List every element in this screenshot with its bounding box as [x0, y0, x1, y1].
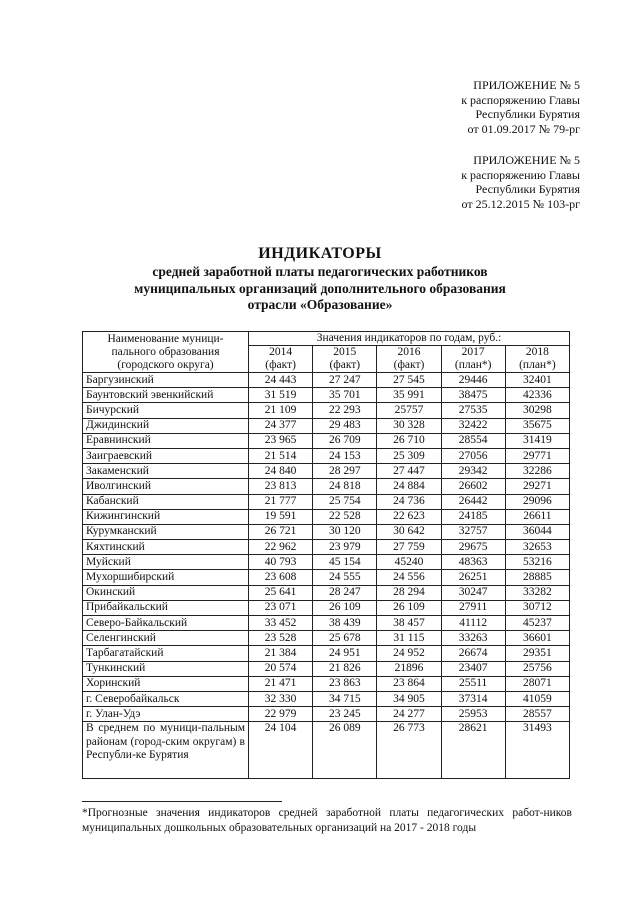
year-kind: (план*) — [519, 359, 556, 371]
table-row — [83, 691, 570, 706]
value-cell: 21 109 — [249, 403, 313, 418]
appendix-issuer: Республики Бурятия — [475, 182, 580, 196]
value-cell: 26 109 — [377, 600, 441, 615]
value-cell: 28 297 — [313, 464, 377, 479]
value-cell: 21 826 — [313, 661, 377, 676]
value-cell: 30247 — [441, 585, 505, 600]
value-cell: 24 153 — [313, 448, 377, 463]
district-name: Селенгинский — [83, 631, 249, 646]
value-cell: 30298 — [505, 403, 569, 418]
value-cell: 27 447 — [377, 464, 441, 479]
value-cell: 32401 — [505, 373, 569, 388]
value-cell: 23 864 — [377, 676, 441, 691]
district-name: Джидинский — [83, 418, 249, 433]
year-label: 2017 — [461, 346, 485, 358]
value-cell: 23 071 — [249, 600, 313, 615]
value-cell: 25 754 — [313, 494, 377, 509]
value-cell: 22 962 — [249, 540, 313, 555]
footnote: *Прогнозные значения индикаторов средней заработной платы педагогических работ-ников муниципальных дошкольных образовательных организаций на 2017 - 2018 годы — [82, 807, 572, 834]
value-cell: 19 591 — [249, 509, 313, 524]
value-cell: 21 471 — [249, 676, 313, 691]
value-cell: 27911 — [441, 600, 505, 615]
value-cell: 24 951 — [313, 646, 377, 661]
value-cell: 37314 — [441, 691, 505, 706]
value-cell: 25757 — [377, 403, 441, 418]
average-row — [83, 722, 570, 779]
document-title — [0, 244, 640, 314]
title-main: ИНДИКАТОРЫ — [258, 245, 382, 262]
value-cell: 28557 — [505, 707, 569, 722]
value-cell: 45240 — [377, 555, 441, 570]
table-row — [83, 616, 570, 631]
value-cell: 20 574 — [249, 661, 313, 676]
year-header-2016 — [377, 346, 441, 373]
title-line-1: средней заработной платы педагогических работников — [152, 264, 488, 279]
table-row — [83, 494, 570, 509]
value-cell: 35 991 — [377, 388, 441, 403]
year-label: 2016 — [397, 346, 421, 358]
table-row — [83, 585, 570, 600]
value-cell: 29771 — [505, 448, 569, 463]
district-name: Кяхтинский — [83, 540, 249, 555]
district-name: г. Улан-Удэ — [83, 707, 249, 722]
value-cell: 29096 — [505, 494, 569, 509]
value-cell: 24 884 — [377, 479, 441, 494]
value-cell: 27535 — [441, 403, 505, 418]
district-name: Кижингинский — [83, 509, 249, 524]
value-cell: 26251 — [441, 570, 505, 585]
appendix-date-number: от 01.09.2017 № 79-рг — [467, 121, 580, 136]
table-row — [83, 509, 570, 524]
table-row — [83, 388, 570, 403]
table-row — [83, 570, 570, 585]
district-name: Еравнинский — [83, 433, 249, 448]
value-cell: 24 840 — [249, 464, 313, 479]
value-cell: 24 952 — [377, 646, 441, 661]
value-cell: 24 443 — [249, 373, 313, 388]
value-cell: 45237 — [505, 616, 569, 631]
district-name: Курумканский — [83, 524, 249, 539]
value-cell: 28071 — [505, 676, 569, 691]
district-name: г. Северобайкальск — [83, 691, 249, 706]
value-cell: 34 715 — [313, 691, 377, 706]
value-cell: 25953 — [441, 707, 505, 722]
value-cell: 26 089 — [313, 722, 377, 779]
value-cell: 24 555 — [313, 570, 377, 585]
value-cell: 22 528 — [313, 509, 377, 524]
value-cell: 29675 — [441, 540, 505, 555]
table-body — [83, 373, 570, 779]
value-cell: 32286 — [505, 464, 569, 479]
value-cell: 26 721 — [249, 524, 313, 539]
values-header: Значения индикаторов по годам, руб.: — [249, 332, 570, 346]
appendix-date-number: от 25.12.2015 № 103-рг — [461, 196, 580, 211]
district-name: Баргузинский — [83, 373, 249, 388]
value-cell: 34 905 — [377, 691, 441, 706]
district-name: В среднем по муници-пальным районам (город-ским округам) в Республи-ке Бурятия — [83, 722, 249, 779]
value-cell: 29271 — [505, 479, 569, 494]
value-cell: 31419 — [505, 433, 569, 448]
table-row — [83, 403, 570, 418]
value-cell: 38475 — [441, 388, 505, 403]
table-row — [83, 676, 570, 691]
value-cell: 27 545 — [377, 373, 441, 388]
value-cell: 25 641 — [249, 585, 313, 600]
value-cell: 31493 — [505, 722, 569, 779]
value-cell: 40 793 — [249, 555, 313, 570]
value-cell: 33282 — [505, 585, 569, 600]
table-row — [83, 540, 570, 555]
value-cell: 25756 — [505, 661, 569, 676]
table-row — [83, 707, 570, 722]
table-row — [83, 555, 570, 570]
value-cell: 30712 — [505, 600, 569, 615]
year-header-2017 — [441, 346, 505, 373]
district-name: Кабанский — [83, 494, 249, 509]
year-kind: (факт) — [265, 359, 296, 371]
value-cell: 21 384 — [249, 646, 313, 661]
district-name: Прибайкальский — [83, 600, 249, 615]
table-row — [83, 373, 570, 388]
table-row — [83, 631, 570, 646]
value-cell: 28 247 — [313, 585, 377, 600]
district-name: Бичурский — [83, 403, 249, 418]
value-cell: 33 452 — [249, 616, 313, 631]
table-row — [83, 661, 570, 676]
value-cell: 23 863 — [313, 676, 377, 691]
value-cell: 25 309 — [377, 448, 441, 463]
table-row — [83, 479, 570, 494]
value-cell: 26611 — [505, 509, 569, 524]
value-cell: 21 514 — [249, 448, 313, 463]
district-name: Хоринский — [83, 676, 249, 691]
value-cell: 24 736 — [377, 494, 441, 509]
appendix-title: ПРИЛОЖЕНИЕ № 5 — [473, 78, 580, 92]
value-cell: 28885 — [505, 570, 569, 585]
value-cell: 30 120 — [313, 524, 377, 539]
value-cell: 21896 — [377, 661, 441, 676]
value-cell: 35675 — [505, 418, 569, 433]
value-cell: 24 104 — [249, 722, 313, 779]
appendix-order-ref: к распоряжению Главы — [461, 167, 580, 182]
district-name: Северо-Байкальский — [83, 616, 249, 631]
value-cell: 53216 — [505, 555, 569, 570]
value-cell: 29 483 — [313, 418, 377, 433]
value-cell: 27 247 — [313, 373, 377, 388]
district-name: Окинский — [83, 585, 249, 600]
district-name: Заиграевский — [83, 448, 249, 463]
district-name: Иволгинский — [83, 479, 249, 494]
value-cell: 29342 — [441, 464, 505, 479]
value-cell: 23 608 — [249, 570, 313, 585]
value-cell: 23 245 — [313, 707, 377, 722]
table-row — [83, 448, 570, 463]
value-cell: 22 623 — [377, 509, 441, 524]
value-cell: 26442 — [441, 494, 505, 509]
name-header-text: Наименование муници- пального образования (городского округа) — [107, 333, 224, 371]
value-cell: 26 710 — [377, 433, 441, 448]
value-cell: 32757 — [441, 524, 505, 539]
district-name: Муйский — [83, 555, 249, 570]
value-cell: 25511 — [441, 676, 505, 691]
table-row — [83, 600, 570, 615]
value-cell: 31 115 — [377, 631, 441, 646]
value-cell: 23 979 — [313, 540, 377, 555]
table-row — [83, 433, 570, 448]
value-cell: 24 277 — [377, 707, 441, 722]
value-cell: 42336 — [505, 388, 569, 403]
value-cell: 41112 — [441, 616, 505, 631]
value-cell: 32 330 — [249, 691, 313, 706]
value-cell: 30 642 — [377, 524, 441, 539]
indicators-table — [82, 331, 570, 779]
table-row — [83, 464, 570, 479]
district-name: Баунтовский эвенкийский — [83, 388, 249, 403]
value-cell: 26 773 — [377, 722, 441, 779]
year-kind: (факт) — [329, 359, 361, 371]
value-cell: 28621 — [441, 722, 505, 779]
table-row — [83, 418, 570, 433]
footnote-divider — [82, 801, 282, 802]
year-label: 2018 — [525, 346, 549, 358]
value-cell: 32422 — [441, 418, 505, 433]
value-cell: 29351 — [505, 646, 569, 661]
year-kind: (факт) — [393, 359, 425, 371]
value-cell: 27056 — [441, 448, 505, 463]
district-name: Тункинский — [83, 661, 249, 676]
appendix-issuer: Республики Бурятия — [475, 107, 580, 121]
value-cell: 23 965 — [249, 433, 313, 448]
district-name: Мухоршибирский — [83, 570, 249, 585]
district-name: Закаменский — [83, 464, 249, 479]
value-cell: 22 979 — [249, 707, 313, 722]
value-cell: 26602 — [441, 479, 505, 494]
value-cell: 38 439 — [313, 616, 377, 631]
value-cell: 31 519 — [249, 388, 313, 403]
table-row — [83, 646, 570, 661]
value-cell: 22 293 — [313, 403, 377, 418]
value-cell: 41059 — [505, 691, 569, 706]
year-header-2015 — [313, 346, 377, 373]
value-cell: 35 701 — [313, 388, 377, 403]
name-column-header — [83, 332, 249, 373]
year-label: 2015 — [333, 346, 357, 358]
value-cell: 33263 — [441, 631, 505, 646]
value-cell: 26674 — [441, 646, 505, 661]
value-cell: 24185 — [441, 509, 505, 524]
value-cell: 36601 — [505, 631, 569, 646]
value-cell: 36044 — [505, 524, 569, 539]
appendix-title: ПРИЛОЖЕНИЕ № 5 — [473, 153, 580, 167]
title-line-3: отрасли «Образование» — [247, 297, 393, 312]
value-cell: 24 377 — [249, 418, 313, 433]
district-name: Тарбагатайский — [83, 646, 249, 661]
value-cell: 23407 — [441, 661, 505, 676]
value-cell: 28 294 — [377, 585, 441, 600]
value-cell: 32653 — [505, 540, 569, 555]
year-header-2018 — [505, 346, 569, 373]
value-cell: 24 556 — [377, 570, 441, 585]
appendix-current — [461, 78, 580, 136]
value-cell: 23 813 — [249, 479, 313, 494]
year-header-2014 — [249, 346, 313, 373]
value-cell: 48363 — [441, 555, 505, 570]
year-label: 2014 — [269, 346, 293, 358]
appendix-previous — [461, 153, 580, 211]
value-cell: 29446 — [441, 373, 505, 388]
value-cell: 30 328 — [377, 418, 441, 433]
value-cell: 24 818 — [313, 479, 377, 494]
value-cell: 45 154 — [313, 555, 377, 570]
table-row — [83, 524, 570, 539]
value-cell: 23 528 — [249, 631, 313, 646]
value-cell: 25 678 — [313, 631, 377, 646]
value-cell: 27 759 — [377, 540, 441, 555]
value-cell: 28554 — [441, 433, 505, 448]
value-cell: 38 457 — [377, 616, 441, 631]
value-cell: 26 709 — [313, 433, 377, 448]
appendix-order-ref: к распоряжению Главы — [461, 92, 580, 107]
value-cell: 26 109 — [313, 600, 377, 615]
value-cell: 21 777 — [249, 494, 313, 509]
year-kind: (план*) — [454, 359, 492, 371]
title-line-2: муниципальных организаций дополнительного образования — [134, 280, 506, 296]
